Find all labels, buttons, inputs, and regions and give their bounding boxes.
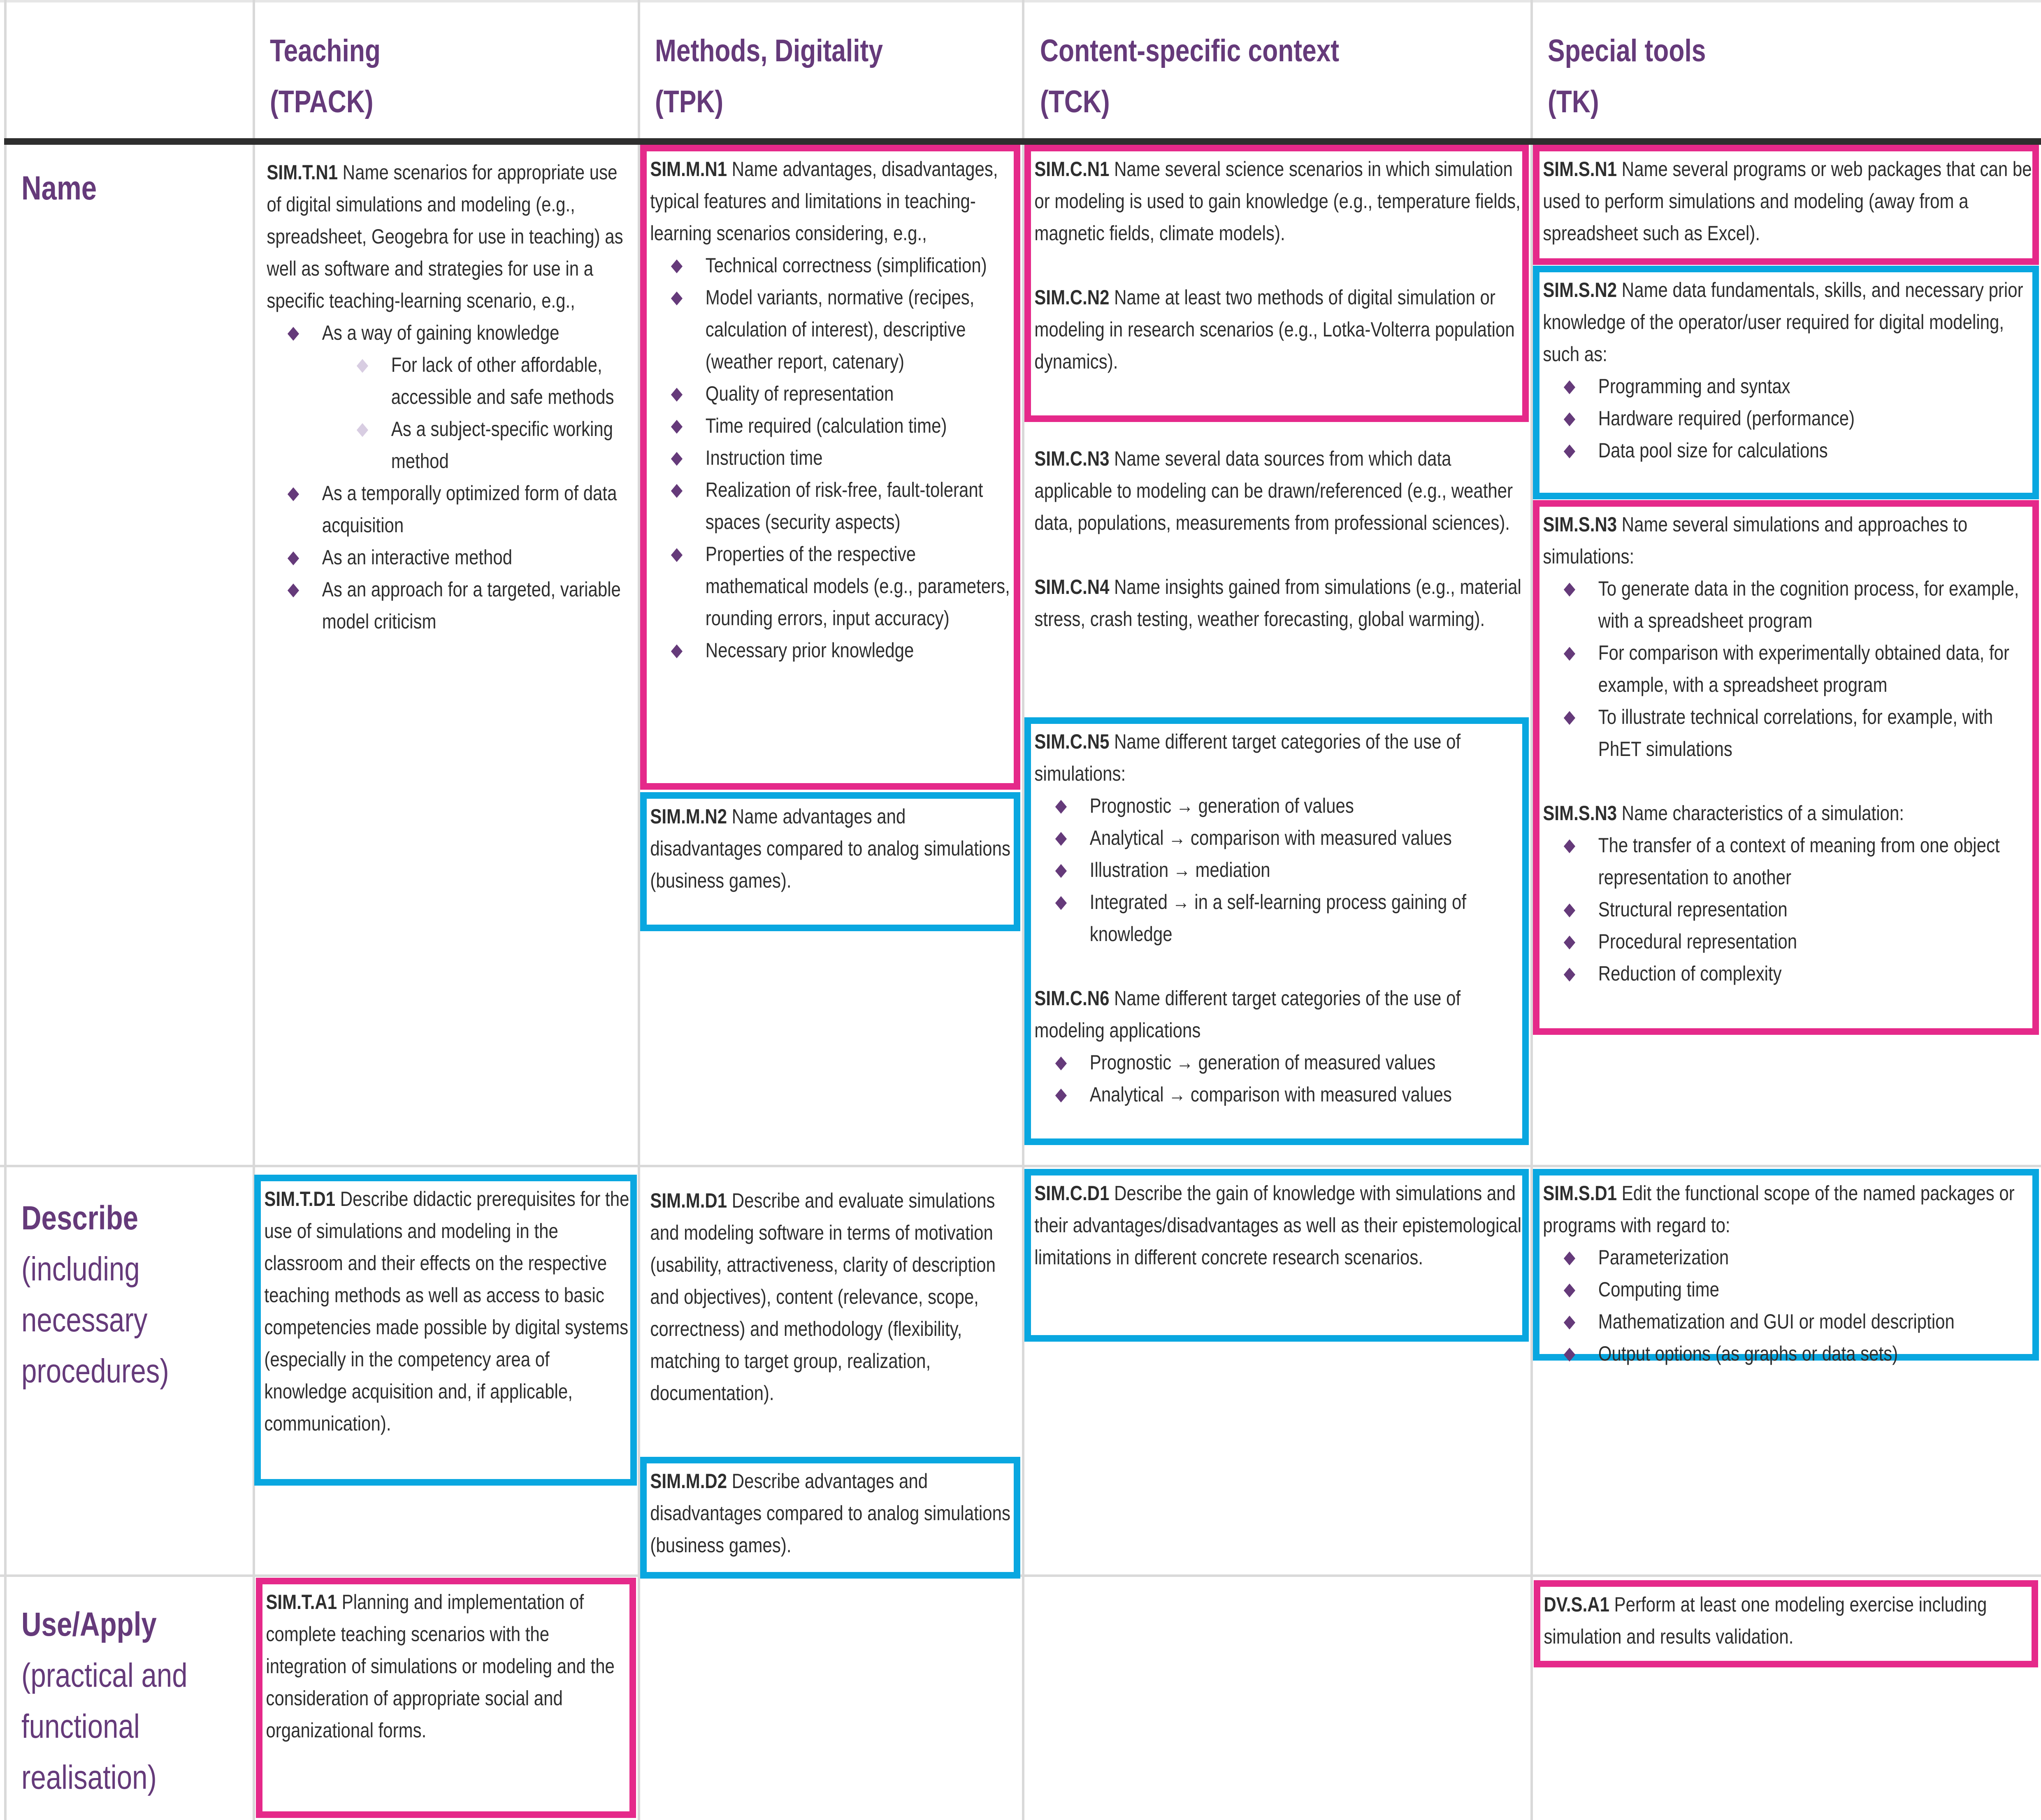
column-abbr: (TPACK) xyxy=(270,84,374,119)
competency-text xyxy=(1544,1588,2035,1653)
competency-block xyxy=(650,800,1017,897)
cell-content xyxy=(1539,272,2039,466)
competency-description: Name different target categories of the use of simulations: xyxy=(1034,730,1461,785)
competency-text xyxy=(650,153,1017,249)
column-title: Special tools xyxy=(1548,33,1706,68)
competency-description: Perform at least one modeling exercise including simulation and results validation. xyxy=(1544,1593,1987,1648)
row-divider xyxy=(0,1165,2041,1167)
competency-code: SIM.C.N4 xyxy=(1034,575,1110,598)
competency-code: SIM.S.N3 xyxy=(1543,802,1617,825)
column-title: Teaching xyxy=(270,33,381,68)
competency-cell-sim-s-n1 xyxy=(1533,145,2039,265)
bullet-list xyxy=(1543,1241,2036,1370)
bullet-item: ◆ Quality of representation xyxy=(671,378,1017,410)
bullet-list xyxy=(1034,1046,1526,1111)
bullet-item: ◆ Hardware required (performance) xyxy=(1564,402,2036,434)
bullet-item: ◆ Model variants, normative (recipes, calculation of interest), descriptive (weather report, catenary) xyxy=(671,281,1017,378)
cell-content xyxy=(1539,1175,2039,1370)
bullet-item: ◆ Output options (as graphs or data sets) xyxy=(1564,1338,2036,1370)
competency-description: Name several science scenarios in which simulation or modeling is used to gain knowledge (e.g., temperature fields, magnetic fields, climate models). xyxy=(1034,158,1521,245)
bullet-item: ◆ To illustrate technical correlations, for example, with PhET simulations xyxy=(1564,701,2036,765)
competency-text xyxy=(1543,797,2036,829)
competency-block xyxy=(650,1185,1017,1409)
grid-line xyxy=(4,0,7,1820)
bullet-item: ◆ As an approach for a targeted, variable model criticism xyxy=(288,573,632,638)
bullet-item: ◆ Structural representation xyxy=(1564,893,2036,925)
competency-description: Name advantages and disadvantages compared to analog simulations (business games). xyxy=(650,805,1010,892)
competency-text xyxy=(1034,726,1526,790)
bullet-list xyxy=(1543,370,2036,466)
cell-content xyxy=(263,155,635,638)
column-header-content xyxy=(1040,26,1339,128)
competency-text xyxy=(1034,571,1526,635)
sub-bullet-list xyxy=(322,349,632,477)
row-subtitle: realisation) xyxy=(21,1759,157,1796)
row-title: Name xyxy=(21,169,97,207)
competency-description: Name several simulations and approaches to simulations: xyxy=(1543,513,1968,568)
competency-text xyxy=(1543,508,2036,573)
competency-text xyxy=(266,1586,633,1746)
competency-description: Name several data sources from which data applicable to modeling can be drawn/referenced (e.g., weather data, populations, measurements from professional sciences). xyxy=(1034,447,1513,534)
bullet-item: ◆ Analytical → comparison with measured values xyxy=(1055,1078,1526,1111)
competency-text xyxy=(264,1183,634,1440)
row-subtitle: procedures) xyxy=(21,1352,169,1390)
competency-text xyxy=(650,1185,1017,1409)
cell-content xyxy=(1031,724,1529,1111)
bullet-item: ◆ Prognostic → generation of measured values xyxy=(1055,1046,1526,1078)
column-abbr: (TK) xyxy=(1548,84,1599,119)
competency-code: SIM.M.N2 xyxy=(650,805,727,828)
bullet-item: ◆ For comparison with experimentally obtained data, for example, with a spreadsheet program xyxy=(1564,637,2036,701)
competency-text xyxy=(650,800,1017,897)
competency-code: SIM.C.N3 xyxy=(1034,447,1110,470)
competency-cell-sim-m-n1 xyxy=(640,145,1020,790)
competency-description: Edit the functional scope of the named packages or programs with regard to: xyxy=(1543,1182,2015,1237)
bullet-item: ◆ Technical correctness (simplification) xyxy=(671,249,1017,281)
cell-content xyxy=(1539,507,2039,990)
cell-content xyxy=(262,1584,636,1746)
competency-block xyxy=(266,1586,633,1746)
competency-block xyxy=(1034,726,1526,950)
competency-description: Describe and evaluate simulations and modeling software in terms of motivation (usability, attractiveness, clarity of description and objectives), content (relevance, scope, correctness) and methodology (flexibility, matching to target group, realization, documentation). xyxy=(650,1189,996,1405)
bullet-item: ◆ Computing time xyxy=(1564,1273,2036,1305)
competency-cell-sim-t-a1 xyxy=(256,1578,636,1818)
competency-description: Name scenarios for appropriate use of digital simulations and modeling (e.g., spreadsheet, Geogebra for use in teaching) as well as software and strategies for use in a specific teaching-learning scenario, e.g., xyxy=(267,161,623,312)
sub-bullet-item: ◆ As a subject-specific working method xyxy=(357,413,632,477)
competency-block xyxy=(267,156,632,638)
cell-content xyxy=(1031,151,1529,378)
competency-code: SIM.T.A1 xyxy=(266,1590,337,1614)
column-abbr: (TCK) xyxy=(1040,84,1110,119)
bullet-item: ◆ Reduction of complexity xyxy=(1564,958,2036,990)
competency-text xyxy=(1034,153,1526,249)
row-title: Describe xyxy=(21,1199,139,1237)
column-title: Methods, Digitality xyxy=(655,33,883,68)
competency-description: Describe advantages and disadvantages compared to analog simulations (business games). xyxy=(650,1470,1010,1557)
bullet-item: ◆ To generate data in the cognition process, for example, with a spreadsheet program xyxy=(1564,573,2036,637)
top-border xyxy=(0,0,2041,2)
competency-description: Name advantages, disadvantages, typical features and limitations in teaching-learning scenarios considering, e.g., xyxy=(650,158,998,245)
competency-block xyxy=(1544,1588,2035,1653)
bullet-item: ◆ Analytical → comparison with measured values xyxy=(1055,822,1526,854)
competency-code: SIM.C.D1 xyxy=(1034,1182,1110,1205)
competency-block xyxy=(1034,443,1526,539)
competency-text xyxy=(1543,153,2036,249)
competency-cell-sim-m-n2 xyxy=(640,792,1020,931)
bullet-item: ◆ As a temporally optimized form of data acquisition xyxy=(288,477,632,541)
competency-cell-sim-c-d1 xyxy=(1024,1169,1529,1342)
row-header-use-apply xyxy=(21,1599,188,1803)
cell-content xyxy=(1031,441,1529,635)
bullet-list xyxy=(1543,829,2036,990)
competency-code: SIM.S.N3 xyxy=(1543,513,1617,536)
competency-description: Name several programs or web packages that can be used to perform simulations and modeling (away from a spreadsheet such as Excel). xyxy=(1543,158,2032,245)
bullet-list xyxy=(1034,790,1526,950)
competency-description: Name characteristics of a simulation: xyxy=(1617,802,1904,825)
competency-code: SIM.C.N1 xyxy=(1034,158,1110,181)
competency-block xyxy=(1034,1177,1526,1273)
competency-cell-sim-m-d2 xyxy=(640,1457,1020,1579)
bullet-item: ◆ As a way of gaining knowledge ◆ For lack of other affordable, accessible and safe methods ◆ As a subject-specific working method xyxy=(288,317,632,477)
competency-block xyxy=(650,153,1017,666)
competency-description: Describe didactic prerequisites for the use of simulations and modeling in the classroom and their effects on the respective teaching methods as well as access to basic competencies made possible by digital systems (especially in the competency area of knowledge acquisition and, if applicable, communication). xyxy=(264,1187,629,1435)
competency-code: DV.S.A1 xyxy=(1544,1593,1609,1616)
competency-description: Name insights gained from simulations (e.g., material stress, crash testing, weather forecasting, global warming). xyxy=(1034,575,1521,631)
competency-block xyxy=(1543,1177,2036,1370)
competency-cell-sim-c-n1-n2 xyxy=(1024,145,1529,422)
competency-text xyxy=(267,156,632,317)
cell-content xyxy=(261,1181,637,1440)
competency-block xyxy=(1034,982,1526,1111)
competency-code: SIM.M.N1 xyxy=(650,158,727,181)
row-title: Use/Apply xyxy=(21,1606,157,1643)
competency-block xyxy=(264,1183,634,1440)
competency-text xyxy=(1543,274,2036,370)
competency-block xyxy=(650,1465,1017,1561)
competency-text xyxy=(1034,443,1526,539)
competency-code: SIM.T.D1 xyxy=(264,1187,336,1210)
column-title: Content-specific context xyxy=(1040,33,1340,68)
bullet-item: ◆ Programming and syntax xyxy=(1564,370,2036,402)
column-abbr: (TPK) xyxy=(655,84,724,119)
competency-cell-dv-s-a1 xyxy=(1534,1580,2038,1667)
bullet-item: ◆ Prognostic → generation of values xyxy=(1055,790,1526,822)
bullet-item: ◆ Data pool size for calculations xyxy=(1564,434,2036,466)
competency-text xyxy=(1034,1177,1526,1273)
cell-content xyxy=(647,1463,1020,1561)
cell-content xyxy=(1540,1587,2038,1653)
grid-line xyxy=(253,0,255,1820)
bullet-item: ◆ Integrated → in a self-learning process gaining of knowledge xyxy=(1055,886,1526,950)
competency-code: SIM.S.D1 xyxy=(1543,1182,1617,1205)
competency-description: Name data fundamentals, skills, and necessary prior knowledge of the operator/user required for digital modeling, such as: xyxy=(1543,278,2023,366)
bullet-item: ◆ Mathematization and GUI or model description xyxy=(1564,1305,2036,1338)
competency-code: SIM.M.D1 xyxy=(650,1189,727,1212)
row-subtitle: necessary xyxy=(21,1301,148,1339)
competency-block xyxy=(1543,153,2036,249)
competency-block xyxy=(1543,508,2036,765)
row-header-describe xyxy=(21,1193,169,1397)
column-header-teaching xyxy=(270,26,381,128)
competency-cell-sim-m-d1 xyxy=(640,1176,1020,1448)
bullet-item: ◆ As an interactive method xyxy=(288,541,632,573)
bullet-item: ◆ Illustration → mediation xyxy=(1055,854,1526,886)
competency-block xyxy=(1543,797,2036,990)
sub-bullet-item: ◆ For lack of other affordable, accessible and safe methods xyxy=(357,349,632,413)
row-header-name xyxy=(21,163,97,214)
competency-description: Planning and implementation of complete teaching scenarios with the integration of simulations or modeling and the consideration of appropriate social and organizational forms. xyxy=(266,1590,615,1742)
cell-content xyxy=(647,799,1020,897)
competency-cell-sim-s-n2 xyxy=(1533,266,2039,499)
bullet-item: ◆ Parameterization xyxy=(1564,1241,2036,1273)
bullet-list xyxy=(267,317,632,638)
bullet-item: ◆ Procedural representation xyxy=(1564,925,2036,958)
bullet-item: ◆ Instruction time xyxy=(671,442,1017,474)
competency-code: SIM.C.N5 xyxy=(1034,730,1110,753)
column-header-methods xyxy=(655,26,883,128)
column-header-tools xyxy=(1548,26,1706,128)
bullet-item: ◆ The transfer of a context of meaning from one object representation to another xyxy=(1564,829,2036,893)
competency-block xyxy=(1034,153,1526,249)
row-subtitle: functional xyxy=(21,1708,140,1745)
row-subtitle: (practical and xyxy=(21,1657,188,1694)
row-divider xyxy=(0,1574,2041,1577)
cell-content xyxy=(1031,1175,1529,1273)
competency-cell-sim-t-n1 xyxy=(257,148,635,724)
competency-text xyxy=(1034,281,1526,378)
competency-description: Name different target categories of the use of modeling applications xyxy=(1034,987,1461,1042)
competency-code: SIM.C.N6 xyxy=(1034,987,1110,1010)
competency-text xyxy=(1034,982,1526,1046)
competency-text xyxy=(1543,1177,2036,1241)
competency-code: SIM.S.N1 xyxy=(1543,158,1617,181)
bullet-item: ◆ Realization of risk-free, fault-tolerant spaces (security aspects) xyxy=(671,474,1017,538)
competency-description: Name at least two methods of digital simulation or modeling in research scenarios (e.g., Lotka-Volterra population dynamics). xyxy=(1034,286,1515,373)
competency-cell-sim-c-n3-n4 xyxy=(1024,434,1529,706)
competency-code: SIM.S.N2 xyxy=(1543,278,1617,301)
competency-code: SIM.C.N2 xyxy=(1034,286,1110,309)
competency-block xyxy=(1543,274,2036,466)
competency-block xyxy=(1034,571,1526,635)
competency-code: SIM.T.N1 xyxy=(267,161,338,184)
row-subtitle: (including xyxy=(21,1250,140,1288)
competency-cell-sim-c-n5-n6 xyxy=(1024,717,1529,1145)
cell-content xyxy=(647,1183,1020,1409)
bullet-list xyxy=(650,249,1017,666)
competency-cell-sim-t-d1 xyxy=(254,1175,637,1486)
cell-content xyxy=(647,151,1020,666)
bullet-item: ◆ Properties of the respective mathematical models (e.g., parameters, rounding errors, input accuracy) xyxy=(671,538,1017,634)
competency-code: SIM.M.D2 xyxy=(650,1470,727,1493)
cell-content xyxy=(1539,151,2039,249)
competency-description: Describe the gain of knowledge with simulations and their advantages/disadvantages as well as their epistemological limitations in different concrete research scenarios. xyxy=(1034,1182,1522,1269)
header-rule xyxy=(4,138,2041,145)
bullet-item: ◆ Time required (calculation time) xyxy=(671,410,1017,442)
bullet-list xyxy=(1543,573,2036,765)
bullet-item: ◆ Necessary prior knowledge xyxy=(671,634,1017,666)
competency-cell-sim-s-n3 xyxy=(1533,500,2039,1035)
competency-text xyxy=(650,1465,1017,1561)
competency-block xyxy=(1034,281,1526,378)
competency-cell-sim-s-d1 xyxy=(1533,1169,2039,1365)
